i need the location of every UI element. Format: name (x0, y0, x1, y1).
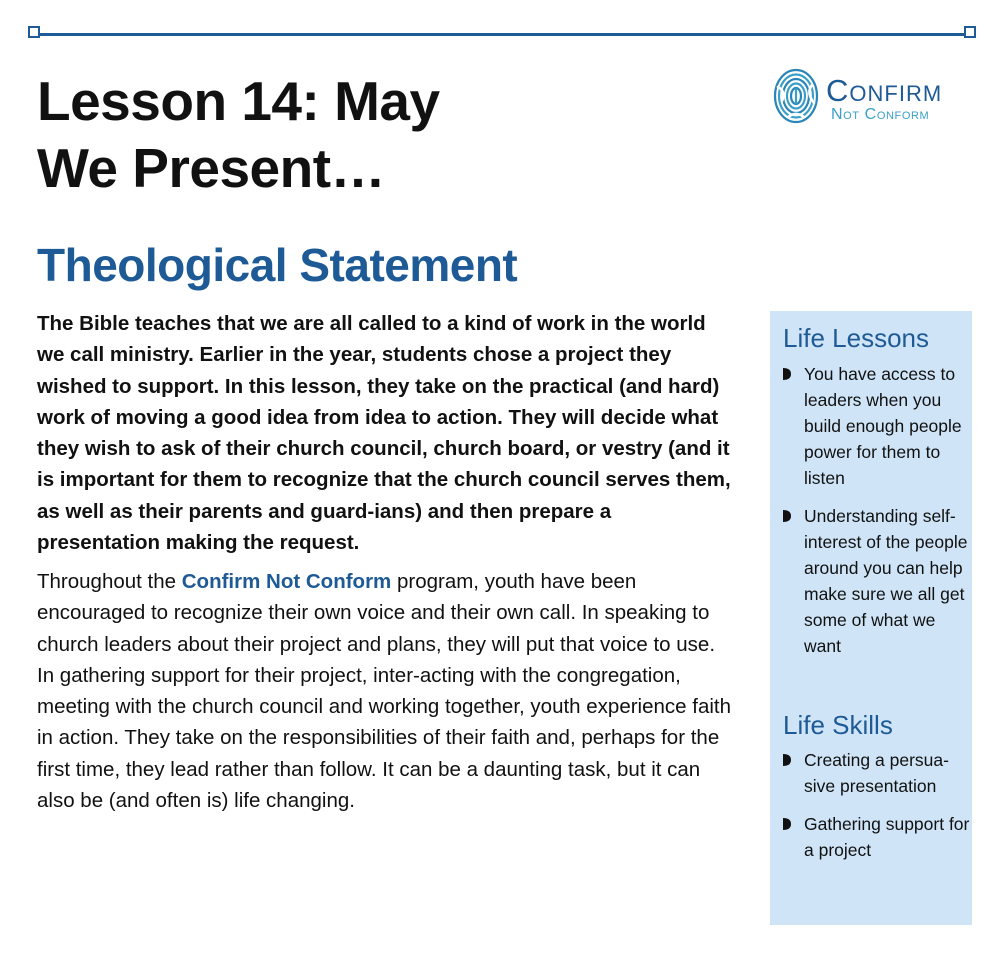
life-skills-heading: Life Skills (783, 710, 893, 740)
sidebar-panel (770, 311, 972, 925)
rule-end-square-left (28, 26, 40, 38)
life-lessons-list (780, 361, 970, 671)
section-heading: Theological Statement (37, 239, 518, 291)
program-name: Confirm Not Conform (181, 570, 392, 593)
list-item (780, 747, 970, 799)
para2-body: program, youth have been encouraged to recognize their own voice and their own call. In speaking to church leaders about their project and plans, they will put that voice to use. In gathering support for their project, inter-acting with the congregation, meeting with the church council and working together, youth experience faith in action. They take on the responsibilities of their faith and, perhaps for the first time, they lead rather than follow. It can be a daunting task, but it can also be (and often is) life changing. (37, 570, 731, 813)
logo-tagline: Not Conform (831, 106, 930, 123)
para2-intro: Throughout the (37, 570, 182, 593)
confirm-not-conform-logo (772, 67, 972, 127)
list-item-text: Gathering support for a project (804, 814, 970, 860)
fingerprint-icon (772, 67, 822, 127)
logo-wordmark: Confirm (826, 73, 943, 108)
half-circle-bullet-icon (782, 368, 791, 380)
life-lessons-heading: Life Lessons (783, 323, 929, 353)
theological-paragraph-2 (37, 566, 737, 816)
list-item-text: Creating a persua-sive presentation (804, 750, 949, 796)
half-circle-bullet-icon (782, 754, 791, 766)
list-item-text: Understanding self-interest of the people around you can help make sure we all get some of what we want (804, 506, 968, 656)
list-item-text: You have access to leaders when you build enough people power for them to listen (804, 364, 962, 488)
list-item (780, 811, 970, 863)
lesson-title-line-2: We Present… (37, 137, 386, 199)
rule-end-square-right (964, 26, 976, 38)
list-item (780, 503, 970, 659)
theological-paragraph-1: The Bible teaches that we are all called to a kind of work in the world we call ministry. Earlier in the year, students chose a project they wished to support. In this lesson, they take on the practical (and hard) work of moving a good idea from idea to action. They will decide what they wish to ask of their church council, church board, or vestry (and it is important for them to recognize that the church council serves them, as well as their parents and guard-ians) and then prepare a presentation making the request. (37, 312, 731, 555)
list-item (780, 361, 970, 491)
half-circle-bullet-icon (782, 510, 791, 522)
life-skills-list (780, 747, 970, 875)
lesson-title (37, 68, 440, 202)
top-rule (35, 33, 971, 36)
lesson-title-line-1: Lesson 14: May (37, 70, 440, 132)
half-circle-bullet-icon (782, 818, 791, 830)
